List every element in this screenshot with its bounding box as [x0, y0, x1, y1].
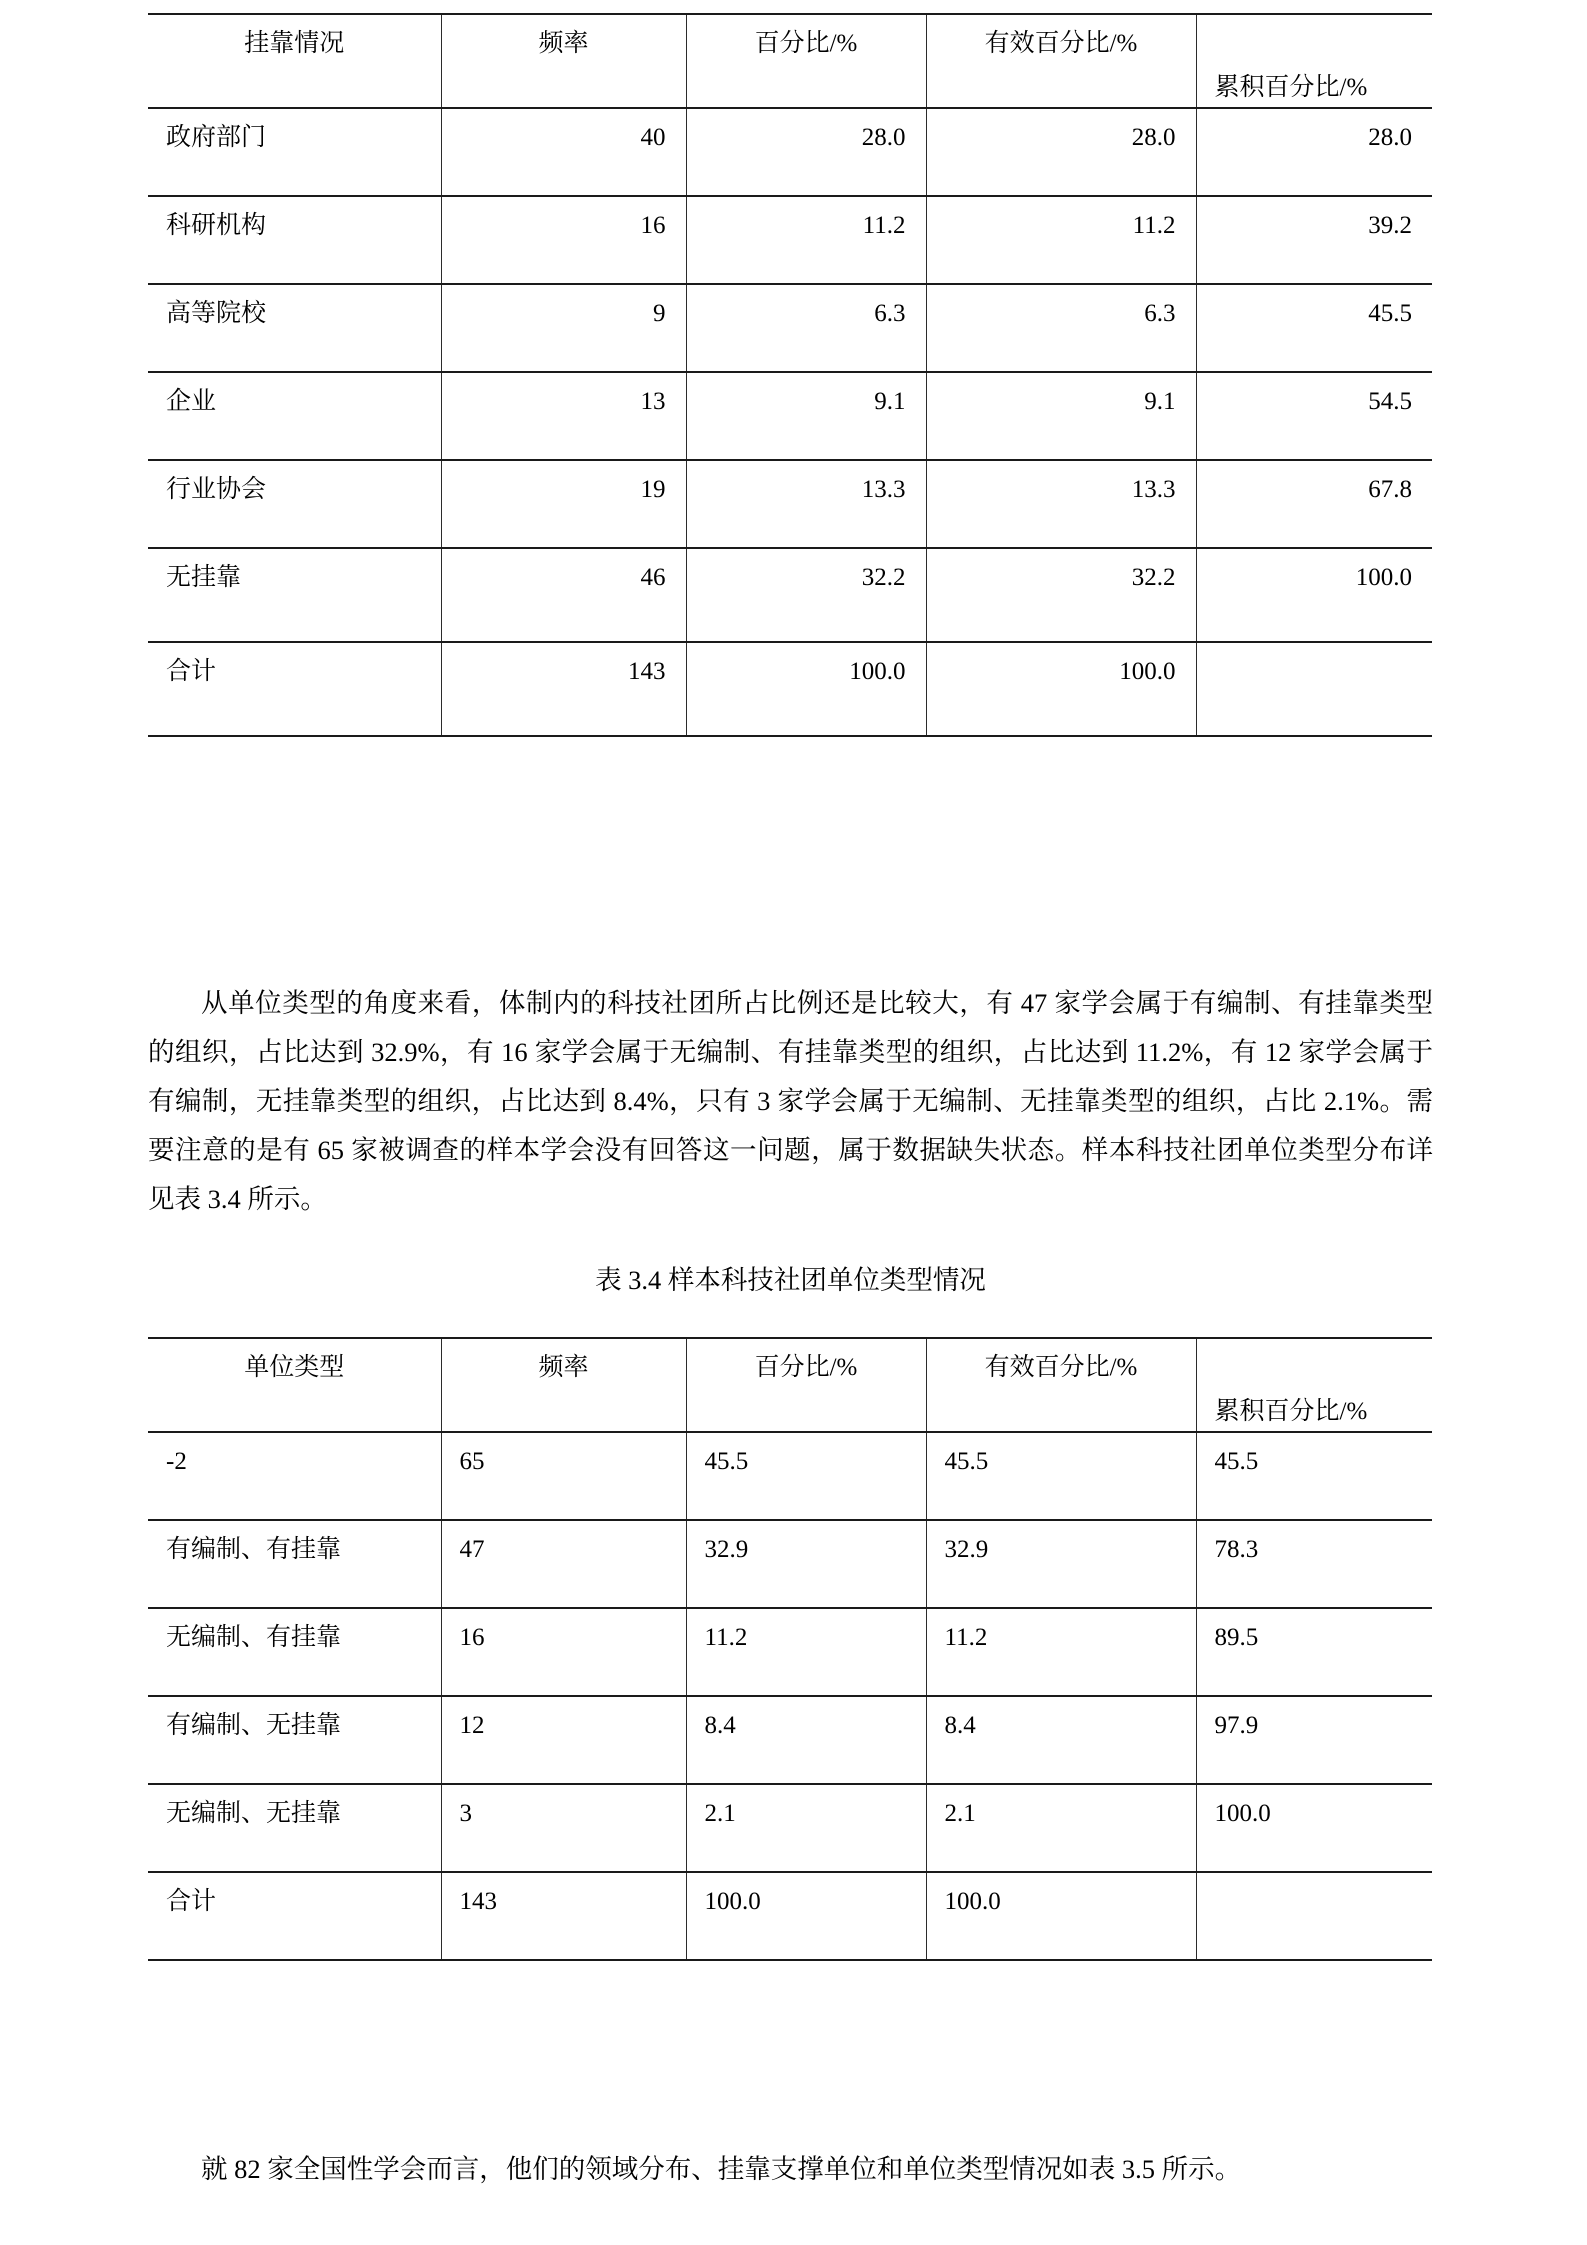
- table-3-4-caption-container: [148, 1258, 1433, 1297]
- cell-valid-percent: 45.5: [944, 1448, 989, 1475]
- cell-valid-percent: 11.2: [1132, 212, 1176, 239]
- cell-valid-percent: 32.9: [944, 1536, 989, 1563]
- cell-cumulative-percent: 78.3: [1214, 1536, 1259, 1563]
- cell-cumulative-percent: 97.9: [1214, 1712, 1259, 1739]
- table-3-3-container: [148, 13, 1432, 737]
- table-row: [148, 1432, 1432, 1520]
- cell-frequency: 143: [628, 658, 666, 685]
- cell-valid-percent: 32.2: [1131, 564, 1176, 591]
- row-label: 有编制、有挂靠: [166, 1536, 342, 1563]
- column-header-valid-percent: 有效百分比/%: [984, 30, 1138, 57]
- row-label: 企业: [166, 388, 217, 415]
- cell-frequency: 40: [640, 124, 666, 151]
- row-label: 合计: [166, 1888, 217, 1915]
- row-label: 无挂靠: [166, 564, 242, 591]
- table-row: [148, 460, 1432, 548]
- cell-cumulative-percent: 100.0: [1355, 564, 1412, 591]
- row-label: 无编制、无挂靠: [166, 1800, 342, 1827]
- cell-frequency: 13: [640, 388, 666, 415]
- table-row: [148, 196, 1432, 284]
- row-label: 科研机构: [166, 212, 267, 239]
- row-label: 有编制、无挂靠: [166, 1712, 342, 1739]
- column-header-valid-percent: 有效百分比/%: [984, 1354, 1138, 1381]
- cell-valid-percent: 2.1: [944, 1800, 976, 1827]
- cell-cumulative-percent: 28.0: [1368, 124, 1412, 151]
- cell-cumulative-percent: 89.5: [1214, 1624, 1259, 1651]
- cell-frequency: 16: [459, 1624, 485, 1651]
- cell-percent: 11.2: [704, 1624, 748, 1651]
- table-row: [148, 108, 1432, 196]
- column-header-percent: 百分比/%: [754, 1354, 858, 1381]
- cell-valid-percent: 13.3: [1131, 476, 1176, 503]
- column-header-frequency: 频率: [538, 30, 589, 57]
- cell-frequency: 47: [459, 1536, 485, 1563]
- column-header-cumulative-percent: 累积百分比/%: [1214, 74, 1368, 101]
- table-row: [148, 1784, 1432, 1872]
- cell-frequency: 16: [640, 212, 666, 239]
- column-header-category: 挂靠情况: [244, 30, 345, 57]
- cell-cumulative-percent: 45.5: [1368, 300, 1412, 327]
- cell-percent: 100.0: [849, 658, 906, 685]
- cell-valid-percent: 8.4: [944, 1712, 976, 1739]
- paragraph-national-societies: 就 82 家全国性学会而言，他们的领域分布、挂靠支撑单位和单位类型情况如表 3.5 所示。: [201, 2153, 1242, 2184]
- cell-frequency: 9: [653, 300, 666, 327]
- cell-percent: 11.2: [862, 212, 906, 239]
- cell-percent: 28.0: [861, 124, 906, 151]
- table-row-total: [148, 1872, 1432, 1960]
- table-3-4-container: [148, 1337, 1432, 1961]
- table-row: [148, 1520, 1432, 1608]
- column-header-percent: 百分比/%: [754, 30, 858, 57]
- paragraph-unit-type-analysis-container: [148, 952, 1433, 1250]
- table-3-4: [148, 1337, 1432, 1961]
- cell-percent: 100.0: [704, 1888, 761, 1915]
- cell-percent: 6.3: [874, 300, 906, 327]
- column-header-category: 单位类型: [244, 1354, 345, 1381]
- paragraph-unit-type-analysis: 从单位类型的角度来看，体制内的科技社团所占比例还是比较大，有 47 家学会属于有编制、有挂靠类型的组织，占比达到 32.9%，有 16 家学会属于无编制、有挂靠类型的组织，占比达到 11.2%，有 12 家学会属于有编制，无挂靠类型的组织，占比达到 8.4%，只有 3 家学会属于无编制、无挂靠类型的组织，占比 2.1%。需要注意的是有 65 家被调查的样本学会没有回答这一问题，属于数据缺失状态。样本科技社团单位类型分布详见表 3.4 所示。: [148, 987, 1433, 1214]
- cell-percent: 9.1: [874, 388, 906, 415]
- cell-cumulative-percent: 100.0: [1214, 1800, 1271, 1827]
- cell-cumulative-percent: 45.5: [1214, 1448, 1259, 1475]
- cell-cumulative-percent: 39.2: [1368, 212, 1412, 239]
- column-header-cumulative-percent: 累积百分比/%: [1214, 1398, 1368, 1425]
- row-label: 高等院校: [166, 300, 267, 327]
- row-label: -2: [166, 1448, 187, 1475]
- table-row: [148, 284, 1432, 372]
- paragraph-national-societies-container: [148, 2118, 1433, 2220]
- cell-cumulative-percent: [1197, 1873, 1433, 1959]
- cell-frequency: 3: [459, 1800, 472, 1827]
- table-3-4-caption: 表 3.4 样本科技社团单位类型情况: [595, 1265, 986, 1295]
- table-header-row: [148, 14, 1432, 108]
- row-label: 行业协会: [166, 476, 267, 503]
- cell-percent: 32.2: [861, 564, 906, 591]
- cell-cumulative-percent: [1197, 643, 1433, 735]
- cell-percent: 32.9: [704, 1536, 749, 1563]
- table-row-total: [148, 642, 1432, 736]
- cell-valid-percent: 28.0: [1131, 124, 1176, 151]
- cell-percent: 2.1: [704, 1800, 736, 1827]
- row-label: 合计: [166, 658, 217, 685]
- cell-valid-percent: 100.0: [944, 1888, 1001, 1915]
- cell-valid-percent: 100.0: [1119, 658, 1176, 685]
- table-row: [148, 372, 1432, 460]
- cell-valid-percent: 11.2: [944, 1624, 988, 1651]
- column-header-frequency: 频率: [538, 1354, 589, 1381]
- row-label: 无编制、有挂靠: [166, 1624, 342, 1651]
- cell-frequency: 19: [640, 476, 666, 503]
- cell-percent: 45.5: [704, 1448, 749, 1475]
- cell-percent: 13.3: [861, 476, 906, 503]
- cell-valid-percent: 6.3: [1144, 300, 1176, 327]
- cell-valid-percent: 9.1: [1144, 388, 1176, 415]
- cell-cumulative-percent: 67.8: [1368, 476, 1412, 503]
- cell-percent: 8.4: [704, 1712, 736, 1739]
- table-row: [148, 1696, 1432, 1784]
- table-row: [148, 548, 1432, 642]
- cell-frequency: 46: [640, 564, 666, 591]
- table-3-3: [148, 13, 1432, 737]
- cell-frequency: 12: [459, 1712, 485, 1739]
- table-row: [148, 1608, 1432, 1696]
- cell-frequency: 143: [459, 1888, 497, 1915]
- cell-cumulative-percent: 54.5: [1368, 388, 1412, 415]
- table-header-row: [148, 1338, 1432, 1432]
- cell-frequency: 65: [459, 1448, 485, 1475]
- row-label: 政府部门: [166, 124, 267, 151]
